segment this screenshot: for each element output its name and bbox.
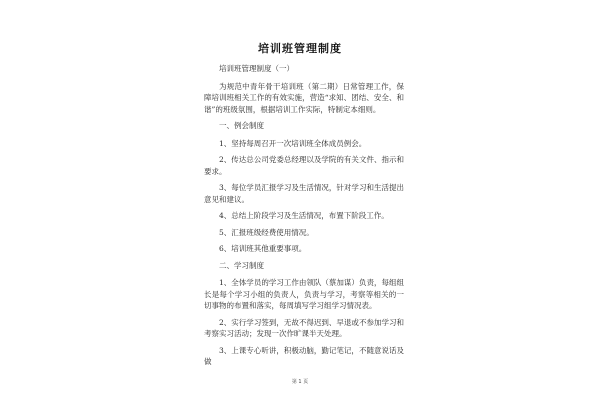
study-item-1: 1、全体学员的学习工作由领队（蔡加谋）负责，每组组长是每个学习小组的负责人，负责与学习，考察等相关的一切事物的布置和落实，每周填写学习组学习情况表。 bbox=[204, 278, 404, 310]
meeting-item-1: 1、坚持每周召开一次培训班全体成员例会。 bbox=[219, 138, 367, 148]
study-item-2: 2、实行学习签到，无故不得迟到、早退或不参加学习和考察实习活动；发现一次作旷课半天处理。 bbox=[204, 317, 404, 338]
intro-paragraph: 为规范中青年骨干培训班（第二期）日常管理工作，保障培训班相关工作的有效实施，营造“求知、团结、安全、和谐”的班级氛围，根据培训工作实际，特制定本细则。 bbox=[204, 81, 404, 114]
meeting-item-2: 2、传达总公司党委总经理以及学院的有关文件、指示和要求。 bbox=[204, 155, 404, 176]
document-title: 培训班管理制度 bbox=[258, 42, 342, 55]
section-heading-study: 二、学习制度 bbox=[219, 260, 264, 270]
meeting-item-4: 4、总结上阶段学习及生活情况，布置下阶段工作。 bbox=[219, 211, 389, 220]
meeting-item-6: 6、培训班其他重要事项。 bbox=[219, 244, 307, 253]
meeting-item-5: 5、汇报班级经费使用情况。 bbox=[219, 227, 314, 237]
section-heading-meetings: 一、例会制度 bbox=[219, 121, 264, 130]
document-body bbox=[204, 63, 404, 373]
study-item-3: 3、上课专心听讲，积极动脑，勤记笔记，不随意说话及做 bbox=[204, 345, 404, 366]
meeting-item-3: 3、每位学员汇报学习及生活情况，针对学习和生活提出意见和建议。 bbox=[204, 183, 404, 204]
subtitle-line: 培训班管理制度（一） bbox=[219, 64, 294, 73]
page-number: 第 1 页 bbox=[291, 379, 309, 385]
